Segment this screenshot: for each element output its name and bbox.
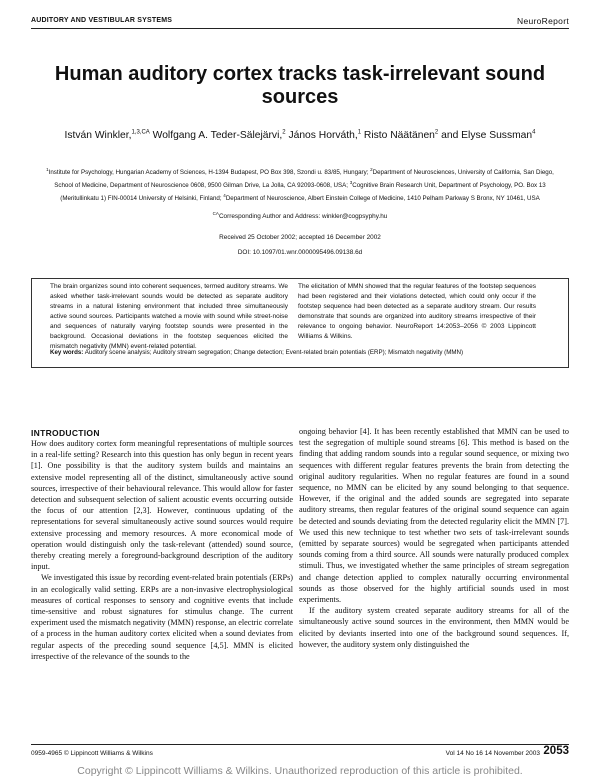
paragraph: ongoing behavior [4]. It has been recently established that MMN can be used to test the segregation of multiple sound streams [6]. This method is based on the finding that adding random sounds into a regular sound sequence, or mixing two sequences with different regular features prevents the brain from detecting the original auditory regularities. When no regular features are found in a sound sequence, no MMN can be elicited by any sound belonging to that sequence. However, if the original and the added sounds are segregated into separate auditory streams, then regular features of the original sound sequence can again be detected and sounds deviating from the detected regularity elicit the MMN [7]. We used this new technique to test whether two sets of task-irrelevant sounds (emitted by separate sources) would be segregated when participants attended sounds coming from a third source. All sounds were naturally produced complex stimuli. Thus, we investigated whether the same principles of stream segregation and change detection applied to complex naturally occurring environmental sounds as those observed for the highly artificial sounds used in most experiments. — [299, 427, 569, 605]
affiliation: $^3$Cognitive Brain Research Unit, Department of Psychology, PO. Box 13 (Meritullinkatu 1) FIN-00014 University of Helsinki, Finland; — [60, 180, 546, 203]
affiliation: $^4$Department of Neuroscience, Albert Einstein College of Medicine, 1410 Pelham Parkway S Bronx, NY 10461, USA — [223, 193, 540, 203]
author: János Horváth,$^1$ — [288, 130, 362, 142]
received-accepted-dates: Received 25 October 2002; accepted 16 December 2002 — [219, 234, 381, 241]
footer-rule — [31, 744, 569, 745]
section-heading-introduction: INTRODUCTION — [31, 428, 100, 438]
paragraph: We investigated this issue by recording event-related brain potentials (ERPs) in an ecologically valid setting. ERPs are a non-invasive electrophysiological measures of cortical responses to sensory and cognitive events that include time-sensitive and robust signatures for stimulus change. The current experiment used the mismatch negativity (MMN) response, an electric correlate of a process in the human auditory cortex elicited when a sound deviates from regular aspects of the preceding sound sequence [4,5]. MMN is elicited irrespective of the relevance of the sounds to the — [31, 573, 293, 661]
author: Risto Näätänen$^2$ — [363, 130, 439, 142]
body-left-column — [31, 438, 293, 662]
keywords: Key words: Auditory scene analysis; Auditory stream segregation; Change detection; Event-related brain potentials (ERP); Mismatch negativity (MMN) — [50, 349, 464, 356]
footer-volume: Vol 14 No 16 14 November 2003 — [445, 750, 540, 757]
author: Wolfgang A. Teder-Sälejärvi,$^2$ — [152, 130, 286, 142]
abstract-right-column: The elicitation of MMN showed that the regular features of the footstep sequences had been registered and their violations detected, which could only occur if the footstep sequence had been detected as a separate auditory stream. Our results demonstrate that sounds are organized into auditory streams irrespective of their relevance to ongoing behavior. NeuroReport 14:2053–2056 © 2003 Lippincott Williams & Wilkins. — [298, 283, 536, 340]
header-rule — [31, 28, 569, 29]
copyright-notice: Copyright © Lippincott Williams & Wilkins. Unauthorized reproduction of this article is prohibited. — [77, 765, 523, 777]
running-header-journal: NeuroReport — [517, 16, 569, 26]
affiliation: $^2$Department of Neurosciences, University of California, San Diego, School of Medicine, Department of Neuroscience 0608, 9500 Gilman Drive, La Jolla, CA 92093-0608, USA; — [54, 167, 554, 190]
footer-issn: 0959-4965 © Lippincott Williams & Wilkins — [31, 750, 153, 757]
corresponding-author: $^{CA}$Corresponding Author and Address: winkler@cogpsyphy.hu — [212, 211, 388, 221]
affiliations — [44, 165, 556, 204]
running-header-section: AUDITORY AND VESTIBULAR SYSTEMS — [31, 17, 173, 24]
author-list — [20, 130, 580, 141]
article-title: Human auditory cortex tracks task-irrelevant sound sources — [54, 63, 546, 108]
abstract-left-column: The brain organizes sound into coherent sequences, termed auditory streams. We asked whether task-irrelevant sounds would be detected as separate auditory streams in a natural listening environment that included three simultaneously active sound sources. Participants watched a movie with sound while street-noise and sequences of naturally varying footstep sounds were presented in the background. Occasional deviations in the footstep sequences elicited the mismatch negativity (MMN) event-related potential. — [50, 283, 288, 350]
page-number: 2053 — [543, 745, 569, 757]
author: István Winkler,$^{1,3,CA}$ — [64, 130, 150, 142]
paragraph: How does auditory cortex form meaningful representations of multiple sources in a real-life setting? Research into this question has only begun in recent years [1]. One possibility is that the auditory system builds and maintains an extensive model representing all of the distinct, simultaneously active sound sources, irrespective of their behavioural relevance. This would allow for faster detection and subsequent selection of salient acoustic events occurring outside the focus of our attention [2,3]. However, continuous updating of the representations for several simultaneously active sound sources would require extensive processing and memory resources. A more economical mode of operation would distinguish only the task-relevant (attended) sound source, thereby creating merely a foreground-background description of the auditory input. — [31, 439, 293, 572]
affiliation: $^1$Institute for Psychology, Hungarian Academy of Sciences, H-1394 Budapest, PO Box 398, Szondi u. 83/85, Hungary; — [46, 167, 369, 177]
author: and Elyse Sussman$^4$ — [441, 130, 536, 142]
doi: DOI: 10.1097/01.wnr.0000095496.09138.6d — [237, 249, 363, 256]
abstract-box — [31, 278, 569, 368]
paragraph: If the auditory system created separate auditory streams for all of the simultaneously active sound sources in the environment, then MMN would be elicited by deviants inserted into one of the background sound sequences. If, however, the auditory system only distinguished the — [299, 606, 569, 649]
body-right-column — [299, 426, 569, 650]
